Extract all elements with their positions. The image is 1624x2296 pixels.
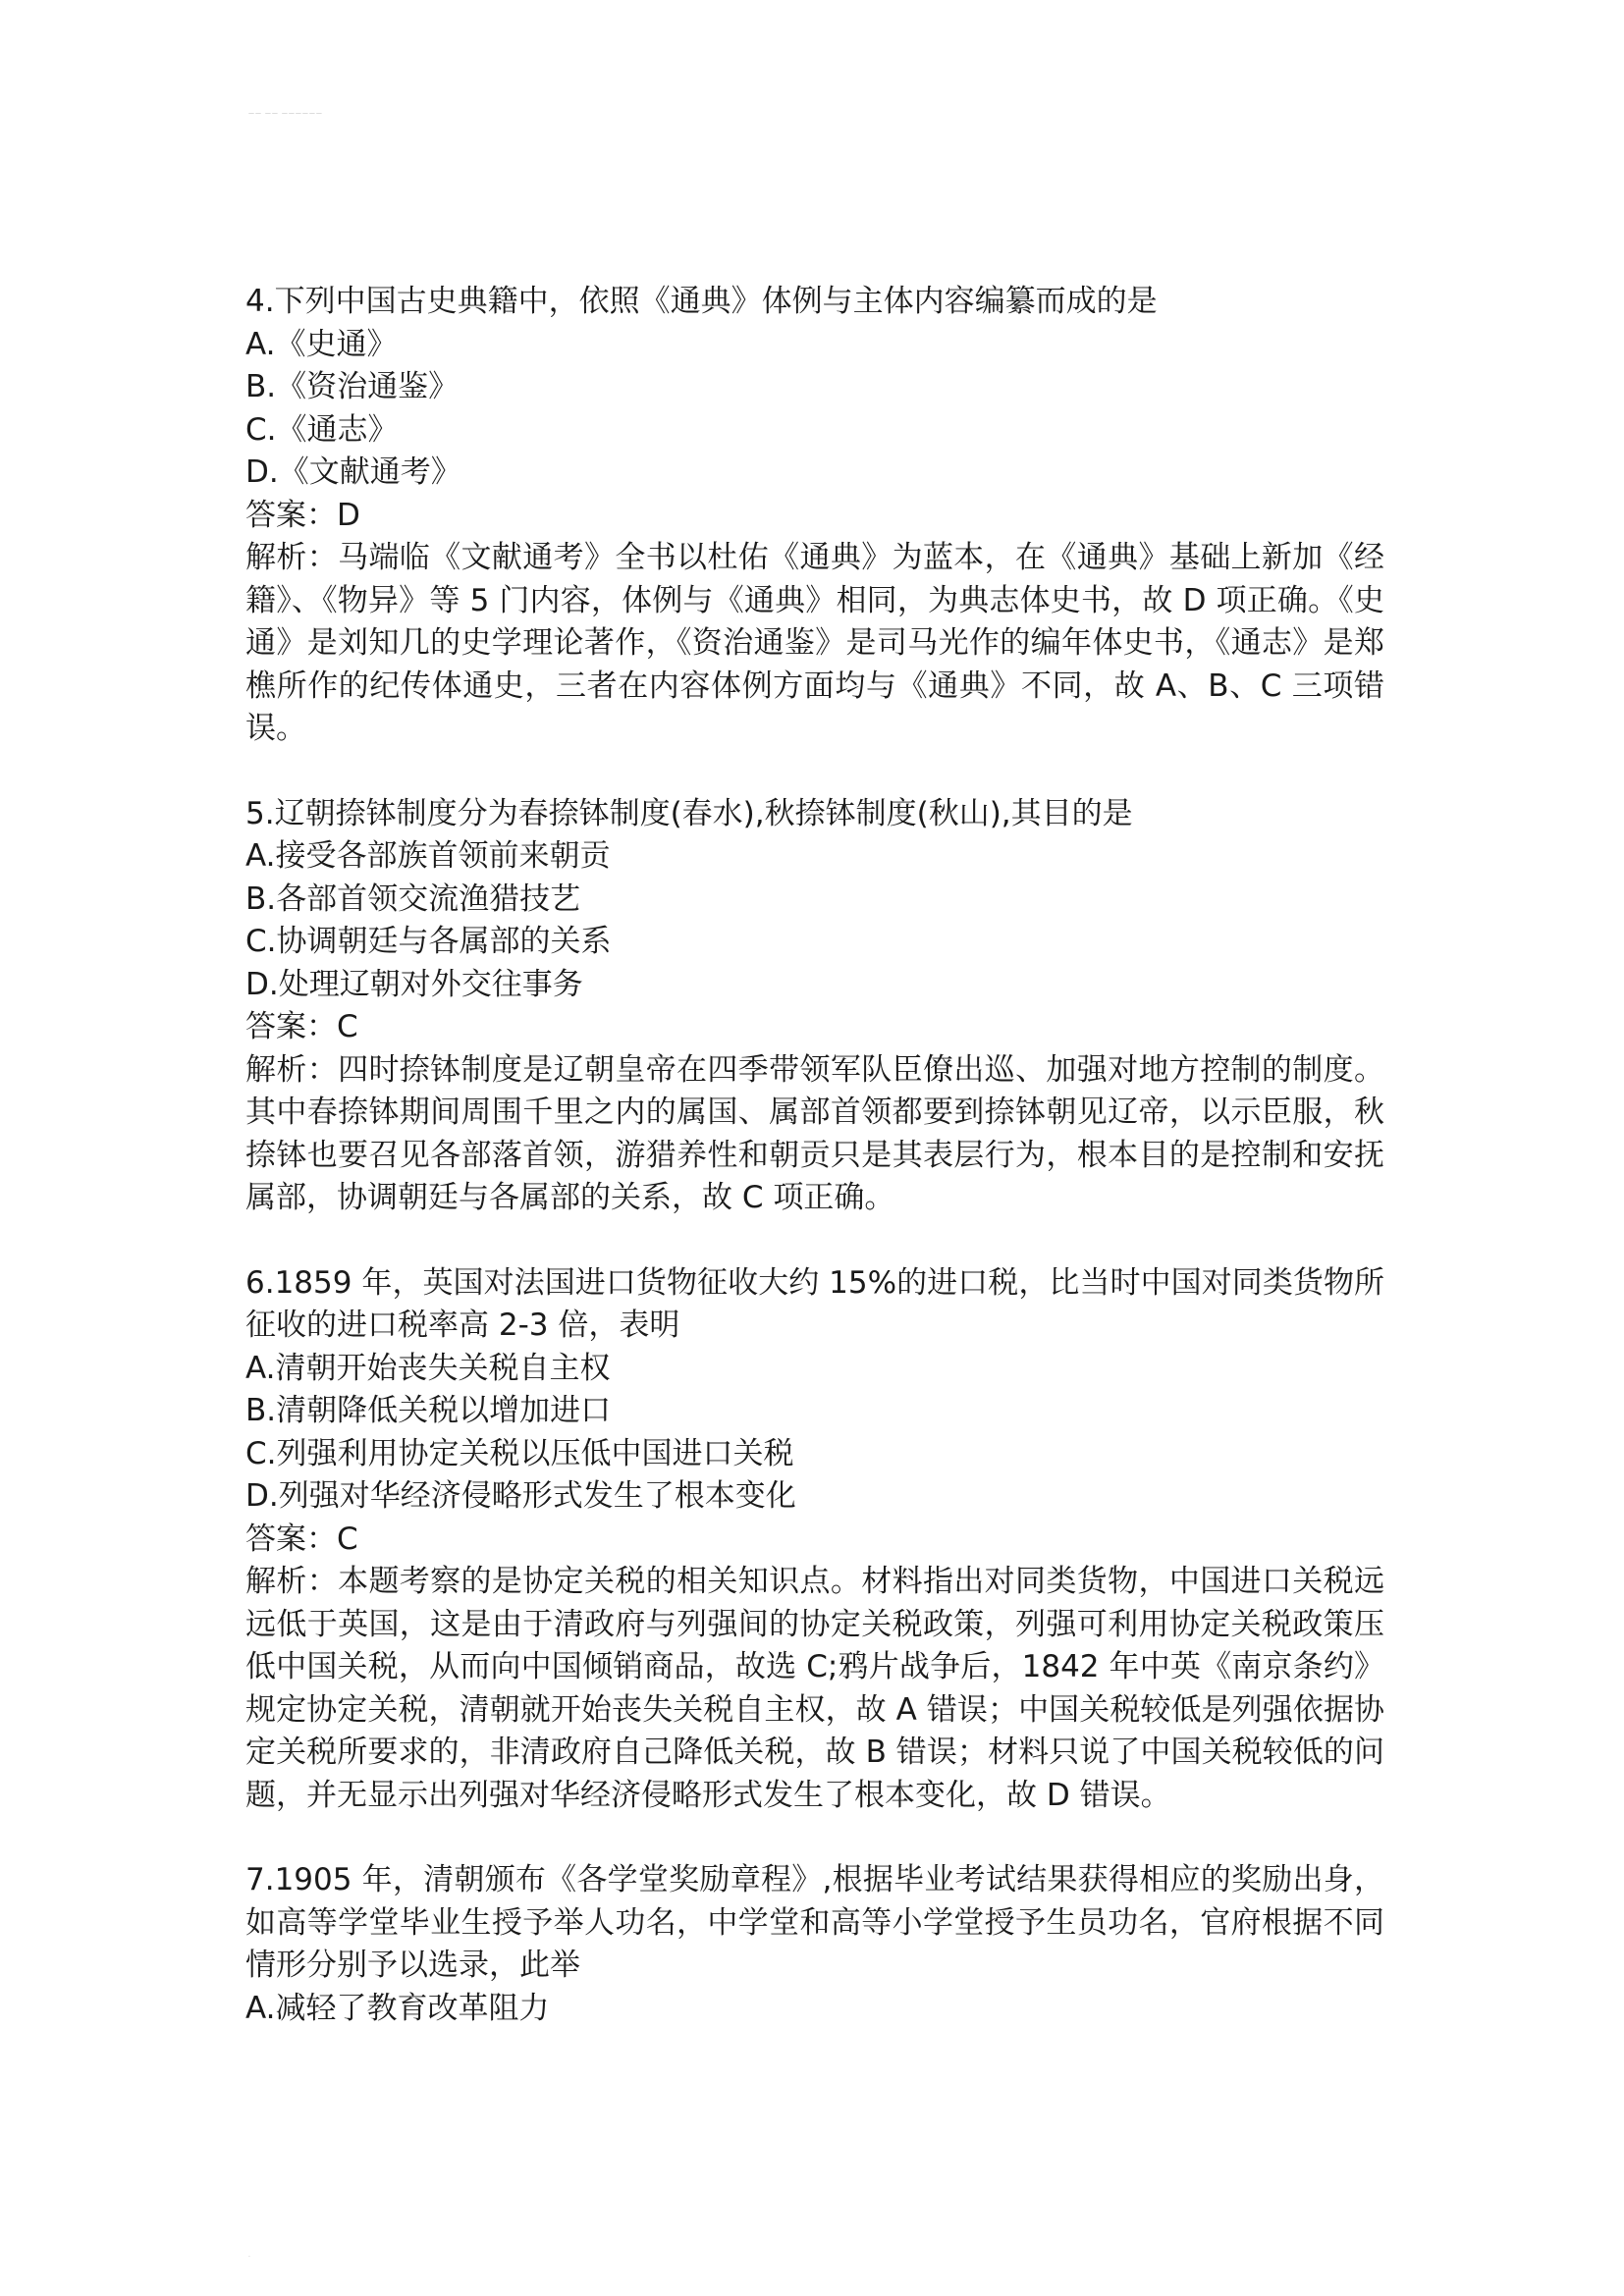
option-c: C.列强利用协定关税以压低中国进口关税 [245, 1435, 794, 1471]
answer: 答案：C [245, 1009, 358, 1044]
option-d: D.《文献通考》 [245, 454, 461, 490]
option-a: A.减轻了教育改革阻力 [245, 1990, 550, 2026]
question-7 [245, 1859, 1384, 2030]
footer-mark: · [248, 2254, 250, 2261]
question-4 [245, 281, 1384, 751]
answer: 答案：D [245, 497, 360, 533]
option-c: C.协调朝廷与各属部的关系 [245, 924, 612, 959]
analysis: 解析：本题考察的是协定关税的相关知识点。材料指出对同类货物，中国进口关税远远低于英国，这是由于清政府与列强间的协定关税政策，列强可利用协定关税政策压低中国关税，从而向中国倾销商品，故选 C;鸦片战争后，1842 年中英《南京条约》规定协定关税，清朝就开始丧失关税自主权，故 A 错误；中国关税较低是列强依据协定关税所要求的，非清政府自己降低关税，故 B 错误；材料只说了中国关税较低的问题，并无显示出列强对华经济侵略形式发生了根本变化，故 D 错误。 [245, 1564, 1384, 1813]
option-a: A.清朝开始丧失关税自主权 [245, 1350, 611, 1386]
question-stem: 7.1905 年，清朝颁布《各学堂奖励章程》,根据毕业考试结果获得相应的奖励出身，如高等学堂毕业生授予举人功名，中学堂和高等小学堂授予生员功名，官府根据不同情形分别予以选录，此举 [245, 1862, 1384, 1983]
analysis: 解析：四时捺钵制度是辽朝皇帝在四季带领军队臣僚出巡、加强对地方控制的制度。其中春捺钵期间周围千里之内的属国、属部首领都要到捺钵朝见辽帝，以示臣服，秋捺钵也要召见各部落首领，游猎养性和朝贡只是其表层行为，根本目的是控制和安抚属部，协调朝廷与各属部的关系，故 C 项正确。 [245, 1051, 1384, 1215]
option-b: B.《资治通鉴》 [245, 369, 460, 404]
question-stem: 4.下列中国古史典籍中，依照《通典》体例与主体内容编纂而成的是 [245, 284, 1158, 319]
question-5 [245, 793, 1384, 1220]
option-b: B.各部首领交流渔猎技艺 [245, 881, 581, 917]
option-a: A.接受各部族首领前来朝贡 [245, 838, 611, 874]
question-stem: 6.1859 年，英国对法国进口货物征收大约 15%的进口税，比当时中国对同类货物所征收的进口税率高 2-3 倍，表明 [245, 1264, 1384, 1343]
document-body [245, 281, 1384, 2072]
header-mark: —— —— —————— [248, 110, 323, 117]
question-6 [245, 1262, 1384, 1818]
question-stem: 5.辽朝捺钵制度分为春捺钵制度(春水),秋捺钵制度(秋山),其目的是 [245, 795, 1133, 831]
option-d: D.列强对华经济侵略形式发生了根本变化 [245, 1478, 796, 1514]
answer: 答案：C [245, 1521, 358, 1557]
option-c: C.《通志》 [245, 411, 399, 448]
option-a: A.《史通》 [245, 326, 398, 362]
option-b: B.清朝降低关税以增加进口 [245, 1393, 612, 1428]
analysis: 解析：马端临《文献通考》全书以杜佑《通典》为蓝本，在《通典》基础上新加《经籍》、《物异》等 5 门内容，体例与《通典》相同，为典志体史书，故 D 项正确。《史通》是刘知几的史学理论著作，《资治通鉴》是司马光作的编年体史书，《通志》是郑樵所作的纪传体通史，三者在内容体例方面均与《通典》不同，故 A、B、C 三项错误。 [245, 540, 1384, 746]
option-d: D.处理辽朝对外交往事务 [245, 966, 583, 1002]
